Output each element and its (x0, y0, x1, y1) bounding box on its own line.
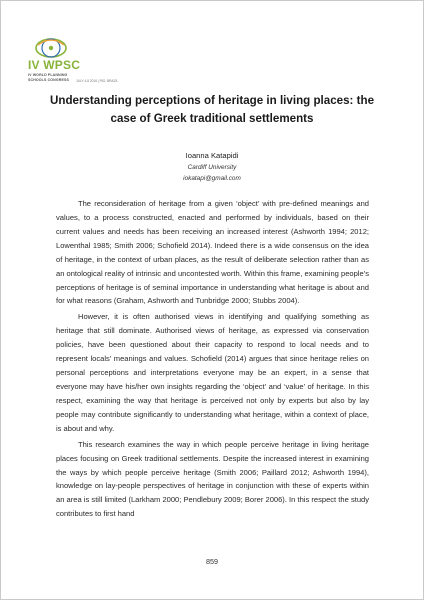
author-block (112, 150, 312, 184)
paper-title: Understanding perceptions of heritage in living places: the case of Greek traditional settlements (49, 94, 375, 125)
body-paragraph: The reconsideration of heritage from a given ‘object’ with pre-defined meanings and values, to a process constructed, enacted and performed by individuals, based on their current values and needs has been receiving an increased interest (Ashworth 1994; 2012; Lowenthal 1985; Smith 2006; Schofield 2014). Indeed there is a wide consensus on the idea of heritage, in the context of urban places, as the result of deliberate selection rather than as an ontological reality of intrinsic and uncontested worth. Within this frame, examining people’s perceptions of heritage is of seminal importance in understanding what heritage is about and for what reasons (Graham, Ashworth and Tunbridge 2000; Stubbs 2004). (56, 199, 369, 306)
body-paragraph: This research examines the way in which people perceive heritage in living heritage places focusing on Greek traditional settlements. Despite the increased interest in examining the ways by which people perceive heritage (Smith 2006; Paillard 2012; Ashworth 1994), knowledge on lay-people perspectives of heritage in conjunction with these of experts within an area is still limited (Larkham 2000; Pendlebury 2009; Borer 2006). In this respect the study contributes to first hand (56, 439, 369, 519)
author-name: Ioanna Katapidi (185, 151, 239, 160)
page-number: 859 (206, 557, 218, 566)
logo-subtitle: SCHOOLS CONGRESS (28, 78, 69, 82)
author-affiliation: Cardiff University (187, 164, 237, 171)
conference-logo (28, 33, 148, 85)
logo-title: IV WPSC (28, 58, 81, 72)
author-email[interactable]: iokatapi@gmail.com (183, 175, 241, 182)
logo-tagline: JULY 4-8 2016 | RIO, BRAZIL (76, 79, 119, 83)
body-paragraph: However, it is often authorised views in identifying and qualifying something as heritage that still dominate. Authorised views of heritage, as expressed via conservation policies, have been questioned about their capacity to respond to local needs and to represent locals’ meanings and values. Schofield (2014) argues that since heritage relies on personal perceptions and interpretations everyone may be an expert, in a sense that everyone may have his/her own insights regarding the ‘object’ and ‘value’ of heritage. In this respect, examining the way that heritage is perceived not only by experts but also by lay people may contribute significantly to understanding what heritage, within a context of place, is about and why. (56, 312, 369, 433)
logo-subtitle: IV WORLD PLANNING (28, 73, 68, 77)
body-text (56, 197, 369, 523)
globe-logo-icon (34, 33, 68, 59)
